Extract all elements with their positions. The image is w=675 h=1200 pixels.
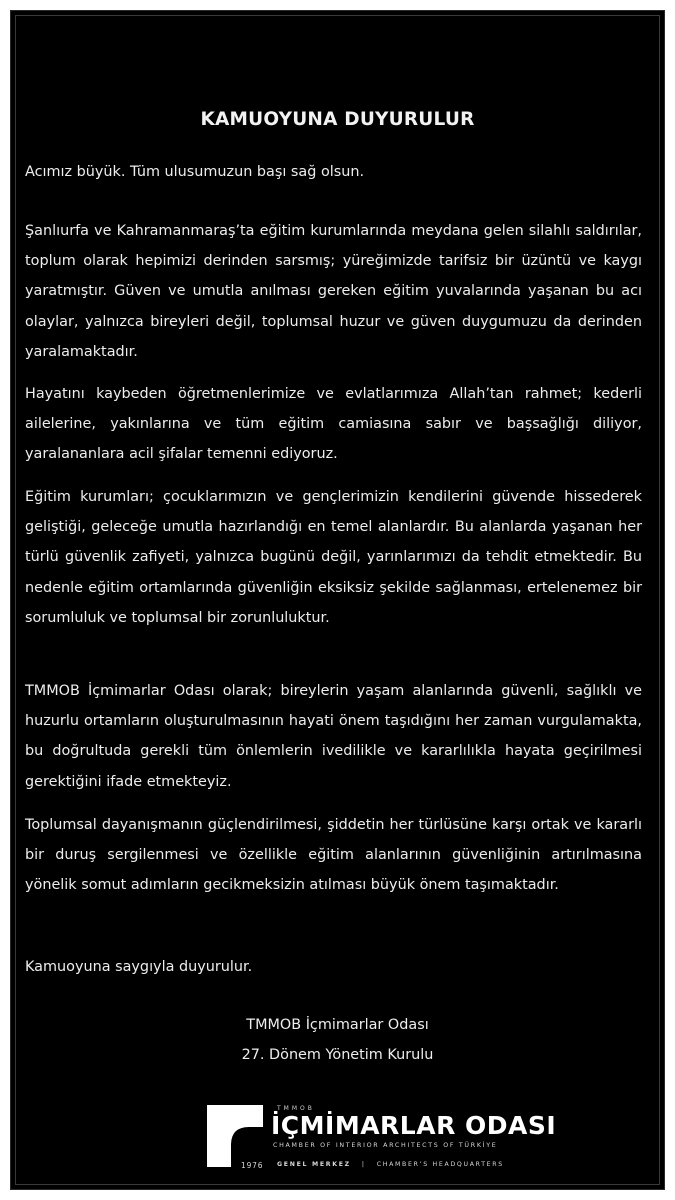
paragraph-incident: Şanlıurfa ve Kahramanmaraş’ta eğitim kurumlarında meydana gelen silahlı saldırılar, toplum olarak hepimizi derinden sarsmış; yüreğimizde tarifsiz bir üzüntü ve kaygı yaratmıştır. Güven ve umutla anılması gereken eğitim yuvalarında yaşanan bu acı olaylar, yalnızca bireyleri değil, toplumsal huzur ve güven duygumuzu da derinden yaralamaktadır. bbox=[25, 223, 642, 360]
logo-headquarters-line bbox=[277, 1161, 504, 1168]
paragraph-condolence: Hayatını kaybeden öğretmenlerimize ve evlatlarımıza Allah’tan rahmet; kederli ailelerine, yakınlarına ve tüm eğitim camiasına sabır ve başsağlığı diliyor, yaralananlara acil şifalar temenni ediyoruz. bbox=[25, 386, 642, 463]
paragraph-education: Eğitim kurumları; çocuklarımızın ve gençlerimizin kendilerini güvende hissederek geliştiği, geleceğe umutla hazırlandığı en temel alanlardır. Bu alanlarda yaşanan her türlü güvenlik zafiyeti, yalnızca bugünü değil, yarınlarımızı da tehdit etmektedir. Bu nedenle eğitim ortamlarında güvenliğin eksiksiz şekilde sağlanması, ertelenemez bir sorumluluk ve toplumsal bir zorunluluktur. bbox=[25, 489, 642, 626]
logo-hq-tr: GENEL MERKEZ bbox=[277, 1161, 351, 1168]
logo-year-text: 1976 bbox=[241, 1161, 264, 1170]
logo-separator: | bbox=[361, 1161, 366, 1168]
logo-subtitle-text: CHAMBER OF INTERIOR ARCHITECTS OF TÜRKİYE bbox=[273, 1142, 498, 1149]
statement-card bbox=[10, 10, 665, 1190]
chamber-logo bbox=[207, 1101, 557, 1181]
paragraph-opening: Acımız büyük. Tüm ulusumuzun başı sağ olsun. bbox=[25, 164, 365, 180]
paragraph-chamber: TMMOB İçmimarlar Odası olarak; bireylerin yaşam alanlarında güvenli, sağlıklı ve huzurlu ortamların oluşturulmasının hayati önem taşıdığını her zaman vurgulamakta, bu doğrultuda gerekli tüm önlemlerin ivedilikle ve kararlılıkla hayata geçirilmesi gerektiğini ifade etmekteyiz. bbox=[25, 683, 642, 790]
statement-title: KAMUOYUNA DUYURULUR bbox=[200, 109, 475, 130]
paragraph-closing: Kamuoyuna saygıyla duyurulur. bbox=[25, 959, 253, 975]
paragraph-solidarity: Toplumsal dayanışmanın güçlendirilmesi, şiddetin her türlüsüne karşı ortak ve kararlı bir duruş sergilenmesi ve özellikle eğitim alanlarının güvenliğinin artırılmasına yönelik somut adımların gecikmeksizin atılması büyük önem taşımaktadır. bbox=[25, 817, 642, 894]
signature-organization: TMMOB İçmimarlar Odası bbox=[246, 1017, 429, 1033]
signature-board: 27. Dönem Yönetim Kurulu bbox=[241, 1047, 434, 1063]
logo-tmmob-text: TMMOB bbox=[277, 1105, 315, 1112]
logo-hq-en: CHAMBER’S HEADQUARTERS bbox=[376, 1161, 504, 1168]
chamber-emblem-icon bbox=[207, 1105, 263, 1167]
logo-main-text: İÇMİMARLAR ODASI bbox=[271, 1111, 557, 1140]
